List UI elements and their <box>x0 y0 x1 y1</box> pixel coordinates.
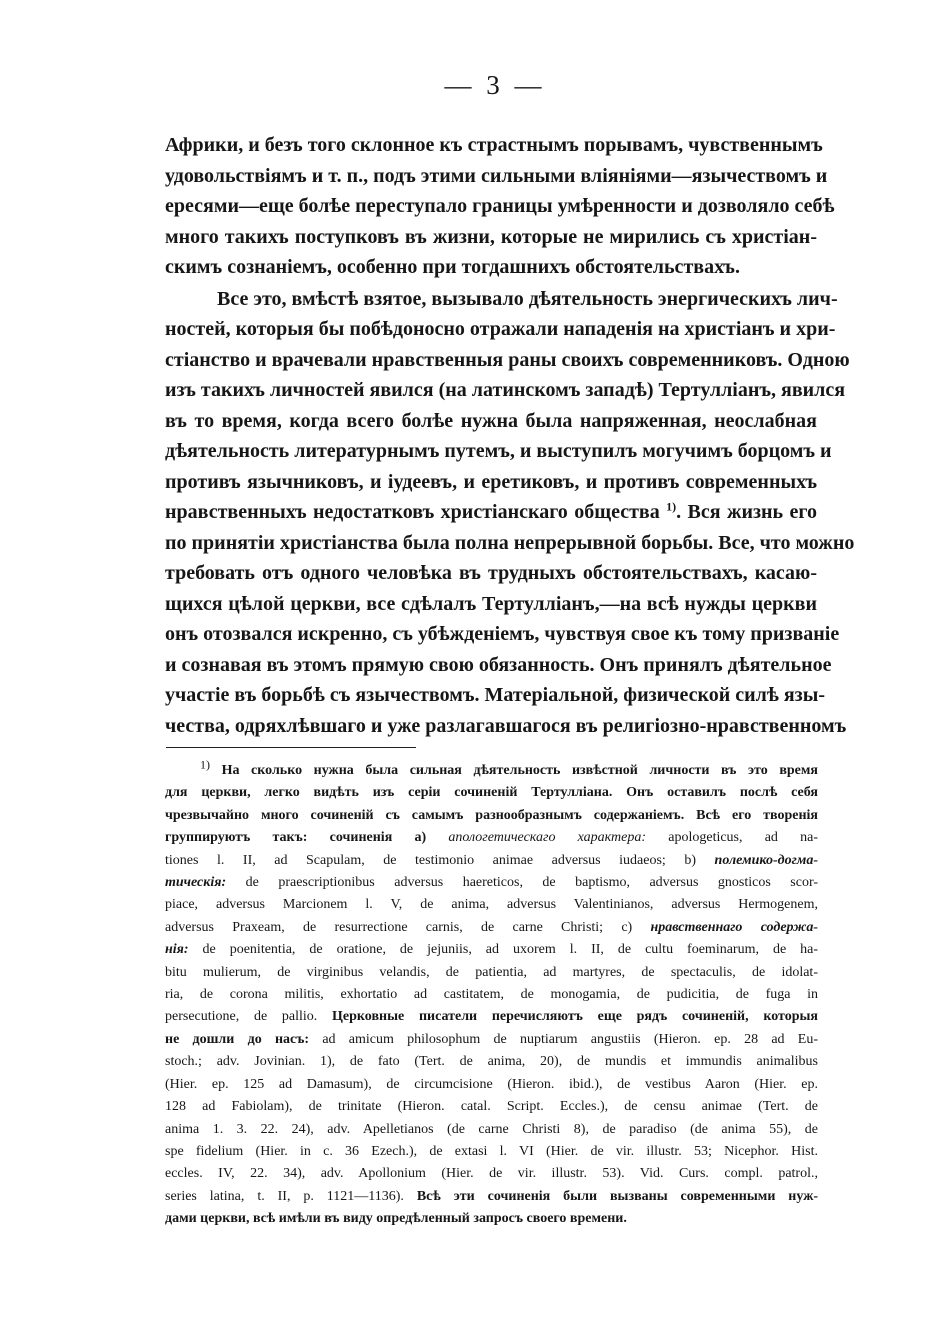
text-segment: tiones l. II, ad Scapulam, de testimonio animae adversus iudaeos; b) <box>165 852 696 868</box>
footnote-line: spe fidelium (Hier. in c. 36 Ezech.), de extasi l. VI (Hier. de vir. illustr. 53; Nicephor. Hist. <box>165 1143 818 1159</box>
text-segment: апологетическаго характера: <box>448 830 647 846</box>
text-segment: adversus Praxeam, de resurrectione carnis, de carne Christi; c) <box>165 919 633 935</box>
text-line: изъ такихъ личностей явился (на латинскомъ западѣ) Тертулліанъ, явился <box>165 379 846 401</box>
text-line: ностей, которыя бы побѣдоносно отражали нападенія на христіанъ и хри- <box>165 318 836 340</box>
text-line: чества, одряхлѣвшаго и уже разлагавшагося въ религіозно-нравственномъ <box>165 714 847 737</box>
footnote-line <box>165 1186 818 1208</box>
text-line: стіанство и врачевали нравственныя раны своихъ современниковъ. Одною <box>165 348 850 371</box>
text-line: Все это, вмѣстѣ взятое, вызывало дѣятельность энергическихъ лич- <box>217 287 838 310</box>
text-segment: de praescriptionibus adversus haereticos, de baptismo, adversus gnosticos scor- <box>245 875 818 891</box>
text-segment: de poenitentia, de oratione, de jejuniis, ad uxorem l. II, de cultu foeminarum, de ha- <box>202 942 819 958</box>
paragraph-2 <box>165 284 855 742</box>
text-line: удовольствіямъ и т. п., подъ этими сильными вліяніями—язычествомъ и <box>165 164 828 187</box>
text-line: ересями—еще болѣе переступало границы умѣренности и дозволяло себѣ <box>165 195 835 217</box>
footnote-line: для церкви, легко видѣть изъ серіи сочиненій Тертулліана. Онъ оставилъ послѣ себя <box>165 785 818 801</box>
text-segment: series latina, t. II, p. 1121—1136). <box>165 1188 404 1204</box>
text-line-with-footnote-ref <box>165 497 817 528</box>
text-segment: тическія: <box>165 875 227 891</box>
text-segment: apologeticus, ad na- <box>668 830 818 846</box>
text-segment: Церковные писатели перечисляютъ еще рядъ сочиненій, которыя <box>332 1009 818 1025</box>
footnote-reference: 1) <box>666 499 677 514</box>
text-line: дѣятельность литературнымъ путемъ, и выступилъ могучимъ борцомъ и <box>165 440 832 462</box>
text-segment: Всѣ эти сочиненія были вызваны современными нуж- <box>416 1188 819 1204</box>
text-line: участіе въ борьбѣ съ язычествомъ. Матеріальной, физической силѣ язы- <box>165 684 825 706</box>
text-line: противъ язычниковъ, и іудеевъ, и еретиковъ, и противъ современныхъ <box>165 470 817 493</box>
page-number: — 3 — <box>444 70 546 100</box>
footnote-separator <box>166 747 416 748</box>
text-segment: На сколько нужна была сильная дѣятельность извѣстной личности въ это время <box>221 763 818 778</box>
footnote <box>165 757 819 1231</box>
text-segment: полемико-догма- <box>714 852 819 868</box>
text-line: много такихъ поступковъ въ жизни, которые не мирились съ христіан- <box>165 225 817 248</box>
text-line: Африки, и безъ того склонное къ страстнымъ порывамъ, чувственнымъ <box>165 134 823 156</box>
footnote-marker: 1) <box>200 757 210 772</box>
footnote-line <box>165 917 818 939</box>
footnote-line: чрезвычайно много сочиненій съ самымъ разнообразнымъ содержаніемъ. Всѣ его творенія <box>165 807 818 823</box>
footnote-line: дами церкви, всѣ имѣли въ виду опредѣленный запросъ своего времени. <box>165 1211 627 1227</box>
text-line: скимъ сознаніемъ, особенно при тогдашнихъ обстоятельствахъ. <box>165 256 740 278</box>
footnote-line <box>165 757 818 782</box>
main-text <box>165 130 855 741</box>
footnote-line <box>165 872 818 894</box>
text-segment: нравственныхъ недостатковъ христіанскаго общества <box>165 501 660 523</box>
text-segment: группируютъ такъ: сочиненія а) <box>165 830 427 846</box>
text-segment: нравственнаго содержа- <box>650 919 818 935</box>
footnote-line <box>165 1029 818 1051</box>
text-segment: . Вся жизнь его <box>676 501 817 523</box>
text-segment: ad amicum philosophum de nuptiarum angustiis (Hieron. ep. 28 ad Eu- <box>322 1031 819 1047</box>
text-line: щихся цѣлой церкви, все сдѣлалъ Тертулліанъ,—на всѣ нужды церкви <box>165 592 817 615</box>
footnote-line: ria, de corona militis, exhortatio ad castitatem, de monogamia, de pudicitia, de fuga in <box>165 987 818 1003</box>
footnote-line: bitu mulierum, de virginibus velandis, de patientia, ad martyres, de spectaculis, de idolat- <box>165 964 818 980</box>
text-segment: persecutione, de pallio. <box>165 1009 318 1025</box>
footnote-line: 128 ad Fabiolam), de trinitate (Hieron. catal. Script. Eccles.), de censu animae (Tert. de <box>165 1099 818 1115</box>
paragraph-1 <box>165 130 835 283</box>
footnote-line: piace, adversus Marcionem l. V, de anima, adversus Valentinianos, adversus Hermogenem, <box>165 897 818 913</box>
text-segment: не дошли до насъ: <box>165 1031 310 1047</box>
text-line: въ то время, когда всего болѣе нужна была напряженная, неослабная <box>165 409 817 432</box>
text-segment: нія: <box>165 942 189 958</box>
footnote-line: eccles. IV, 22. 34), adv. Apollonium (Hier. de vir. illustr. 53). Vid. Curs. compl. patrol., <box>165 1166 818 1182</box>
text-line: и сознавая въ этомъ прямую свою обязанность. Онъ принялъ дѣятельное <box>165 653 832 676</box>
footnote-line: anima 1. 3. 22. 24), adv. Apelletianos (de carne Christi 8), de paradiso (de anima 55), de <box>165 1121 818 1137</box>
footnote-line: stoch.; adv. Jovinian. 1), de fato (Tert. de anima, 20), de mundis et immundis animalibus <box>165 1054 818 1070</box>
footnote-line <box>165 850 818 872</box>
text-line: по принятіи христіанства была полна непрерывной борьбы. Все, что можно <box>165 531 855 554</box>
text-line: требовать отъ одного человѣка въ трудныхъ обстоятельствахъ, касаю- <box>165 562 817 584</box>
footnote-line <box>165 827 818 849</box>
footnote-line: (Hier. ep. 125 ad Damasum), de circumcisione (Hieron. ibid.), de vestibus Aaron (Hier. ep. <box>165 1076 818 1092</box>
footnote-line <box>165 939 818 961</box>
footnote-line <box>165 1006 818 1028</box>
text-line: онъ отозвался искренно, съ убѣжденіемъ, чувствуя свое къ тому призваніе <box>165 623 840 645</box>
